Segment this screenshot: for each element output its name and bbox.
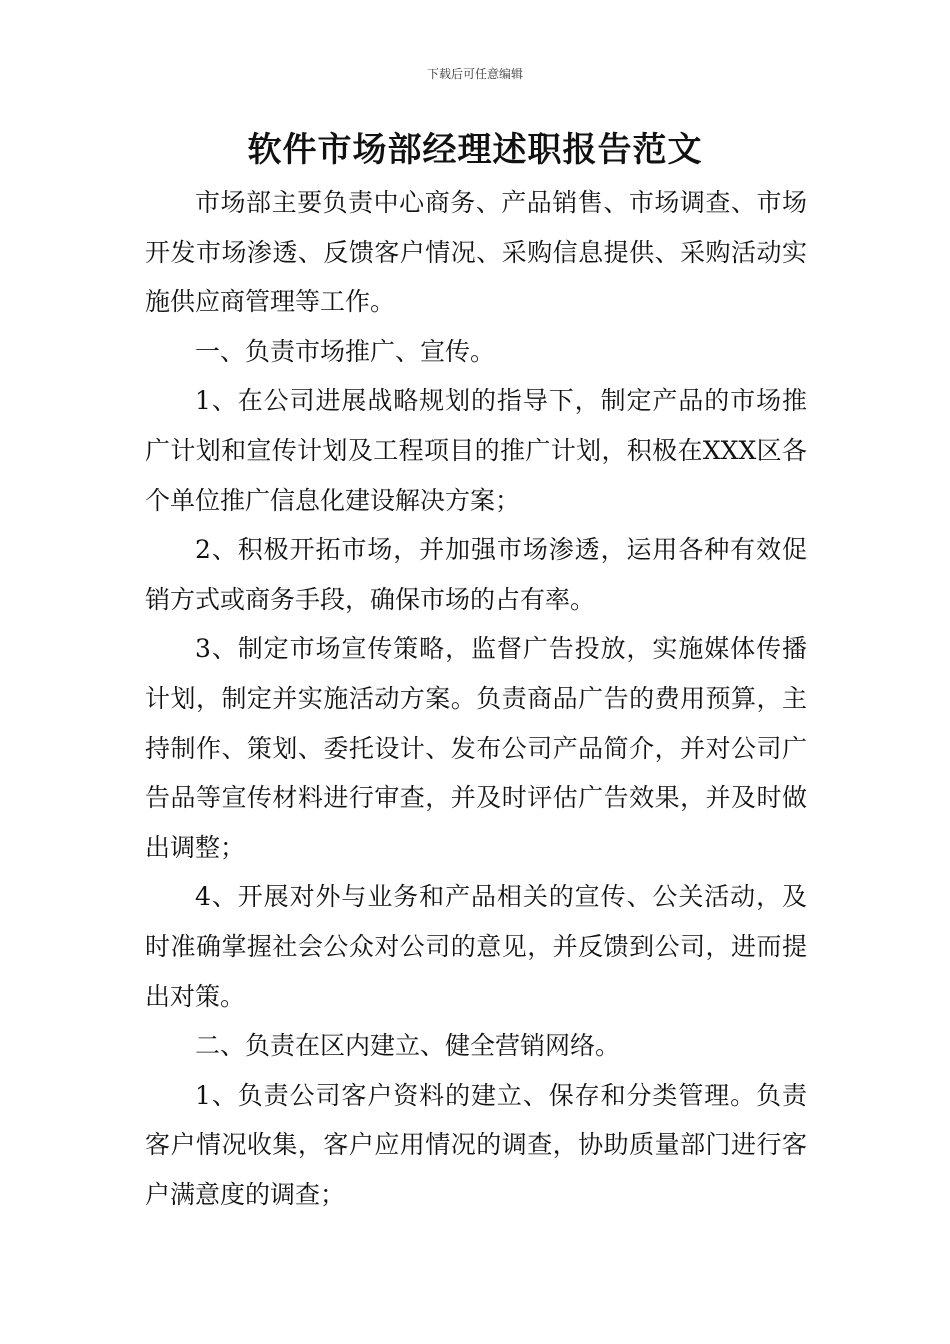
- header-note: 下载后可任意编辑: [426, 67, 523, 81]
- paragraph-1-1: 1、在公司进展战略规划的指导下，制定产品的市场推广计划和宣传计划及工程项目的推广计划，积极在XXX区各个单位推广信息化建设解决方案；: [145, 386, 807, 515]
- paragraph-1-2: 2、积极开拓市场，并加强市场渗透，运用各种有效促销方式或商务手段，确保市场的占有率。: [145, 535, 807, 614]
- section-heading-1: 一、负责市场推广、宣传。: [195, 336, 496, 366]
- paragraph-1-3: 3、制定市场宣传策略，监督广告投放，实施媒体传播计划，制定并实施活动方案。负责商品广告的费用预算，主持制作、策划、委托设计、发布公司产品简介，并对公司广告品等宣传材料进行审查，并及时评估广告效果，并及时做出调整；: [145, 634, 807, 862]
- paragraph-2-1: 1、负责公司客户资料的建立、保存和分类管理。负责客户情况收集，客户应用情况的调查，协助质量部门进行客户满意度的调查；: [145, 1080, 807, 1209]
- document-body: [145, 178, 807, 1219]
- section-heading-2: 二、负责在区内建立、健全营销网络。: [195, 1031, 621, 1061]
- document-title: 软件市场部经理述职报告范文: [247, 130, 703, 170]
- paragraph-intro: 市场部主要负责中心商务、产品销售、市场调查、市场开发市场渗透、反馈客户情况、采购信息提供、采购活动实施供应商管理等工作。: [145, 188, 807, 317]
- paragraph-1-4: 4、开展对外与业务和产品相关的宣传、公关活动，及时准确掌握社会公众对公司的意见，并反馈到公司，进而提出对策。: [145, 882, 807, 1011]
